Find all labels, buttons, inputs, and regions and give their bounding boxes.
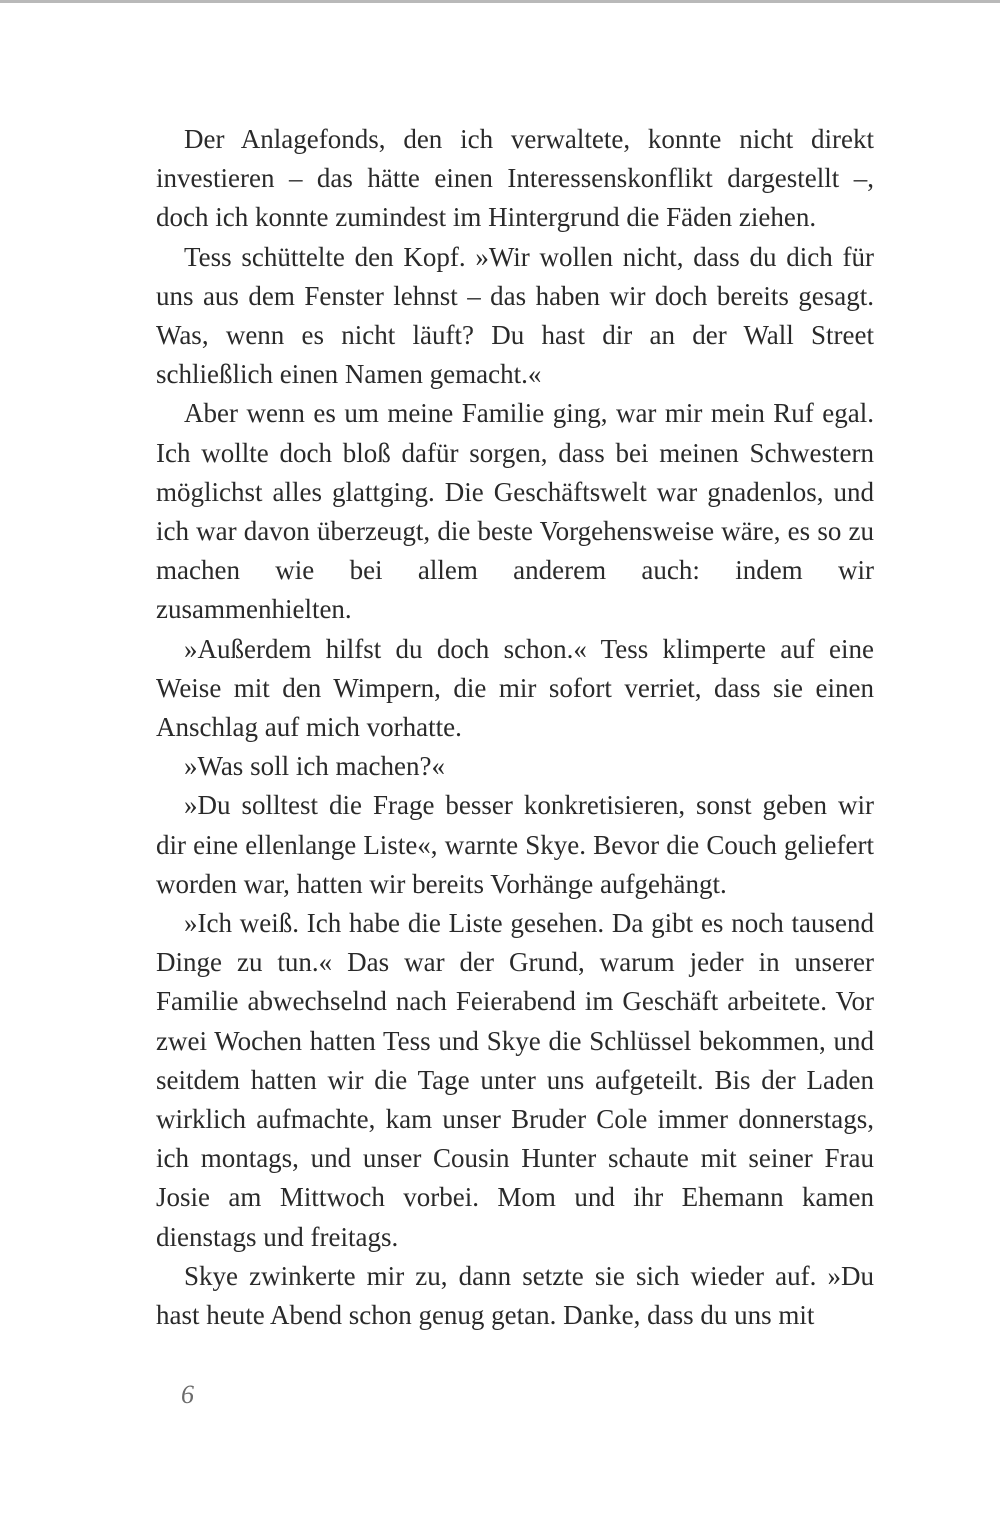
paragraph-3: Aber wenn es um meine Familie ging, war mir mein Ruf egal. Ich wollte doch bloß dafür sorgen, dass bei meinen Schwestern möglichst alles glattging. Die Geschäftswelt war gnadenlos, und ich war davon überzeugt, die beste Vorgehensweise wäre, es so zu machen wie bei allem anderem auch: indem wir zusammenhielten. [156, 398, 874, 625]
paragraph-5: »Was soll ich machen?« [184, 751, 445, 782]
paragraph-7: »Ich weiß. Ich habe die Liste gesehen. Da gibt es noch tausend Dinge zu tun.« Das war der Grund, warum jeder in unserer Familie abwechselnd nach Feierabend im Geschäft arbeitete. Vor zwei Wochen hatten Tess und Skye die Schlüssel bekommen, und seitdem hatten wir die Tage unter uns aufgeteilt. Bis der Laden wirklich aufmachte, kam unser Bruder Cole immer donnerstags, ich montags, und unser Cousin Hunter schaute mit seiner Frau Josie am Mittwoch vorbei. Mom und ihr Ehemann kamen dienstags und freitags. [156, 908, 874, 1252]
top-border-rule [0, 0, 1000, 3]
page-number: 6 [181, 1380, 194, 1409]
paragraph-2: Tess schüttelte den Kopf. »Wir wollen nicht, dass du dich für uns aus dem Fenster lehnst – das haben wir doch bereits gesagt. Was, wenn es nicht läuft? Du hast dir an der Wall Street schließlich einen Namen gemacht.« [156, 241, 874, 390]
paragraph-1: Der Anlagefonds, den ich verwaltete, konnte nicht direkt investieren – das hätte einen Interessenskonflikt dargestellt –, doch ich konnte zumindest im Hintergrund die Fäden ziehen. [156, 124, 874, 233]
paragraph-4: »Außerdem hilfst du doch schon.« Tess klimperte auf eine Weise mit den Wimpern, die mir sofort verriet, dass sie einen Anschlag auf mich vorhatte. [156, 633, 874, 743]
page-body [156, 120, 874, 1335]
paragraph-6: »Du solltest die Frage besser konkretisieren, sonst geben wir dir eine ellenlange Liste«, warnte Skye. Bevor die Couch geliefert worden war, hatten wir bereits Vorhänge aufgehängt. [156, 790, 874, 899]
paragraph-8: Skye zwinkerte mir zu, dann setzte sie sich wieder auf. »Du hast heute Abend schon genug getan. Danke, dass du uns mit [156, 1260, 874, 1331]
